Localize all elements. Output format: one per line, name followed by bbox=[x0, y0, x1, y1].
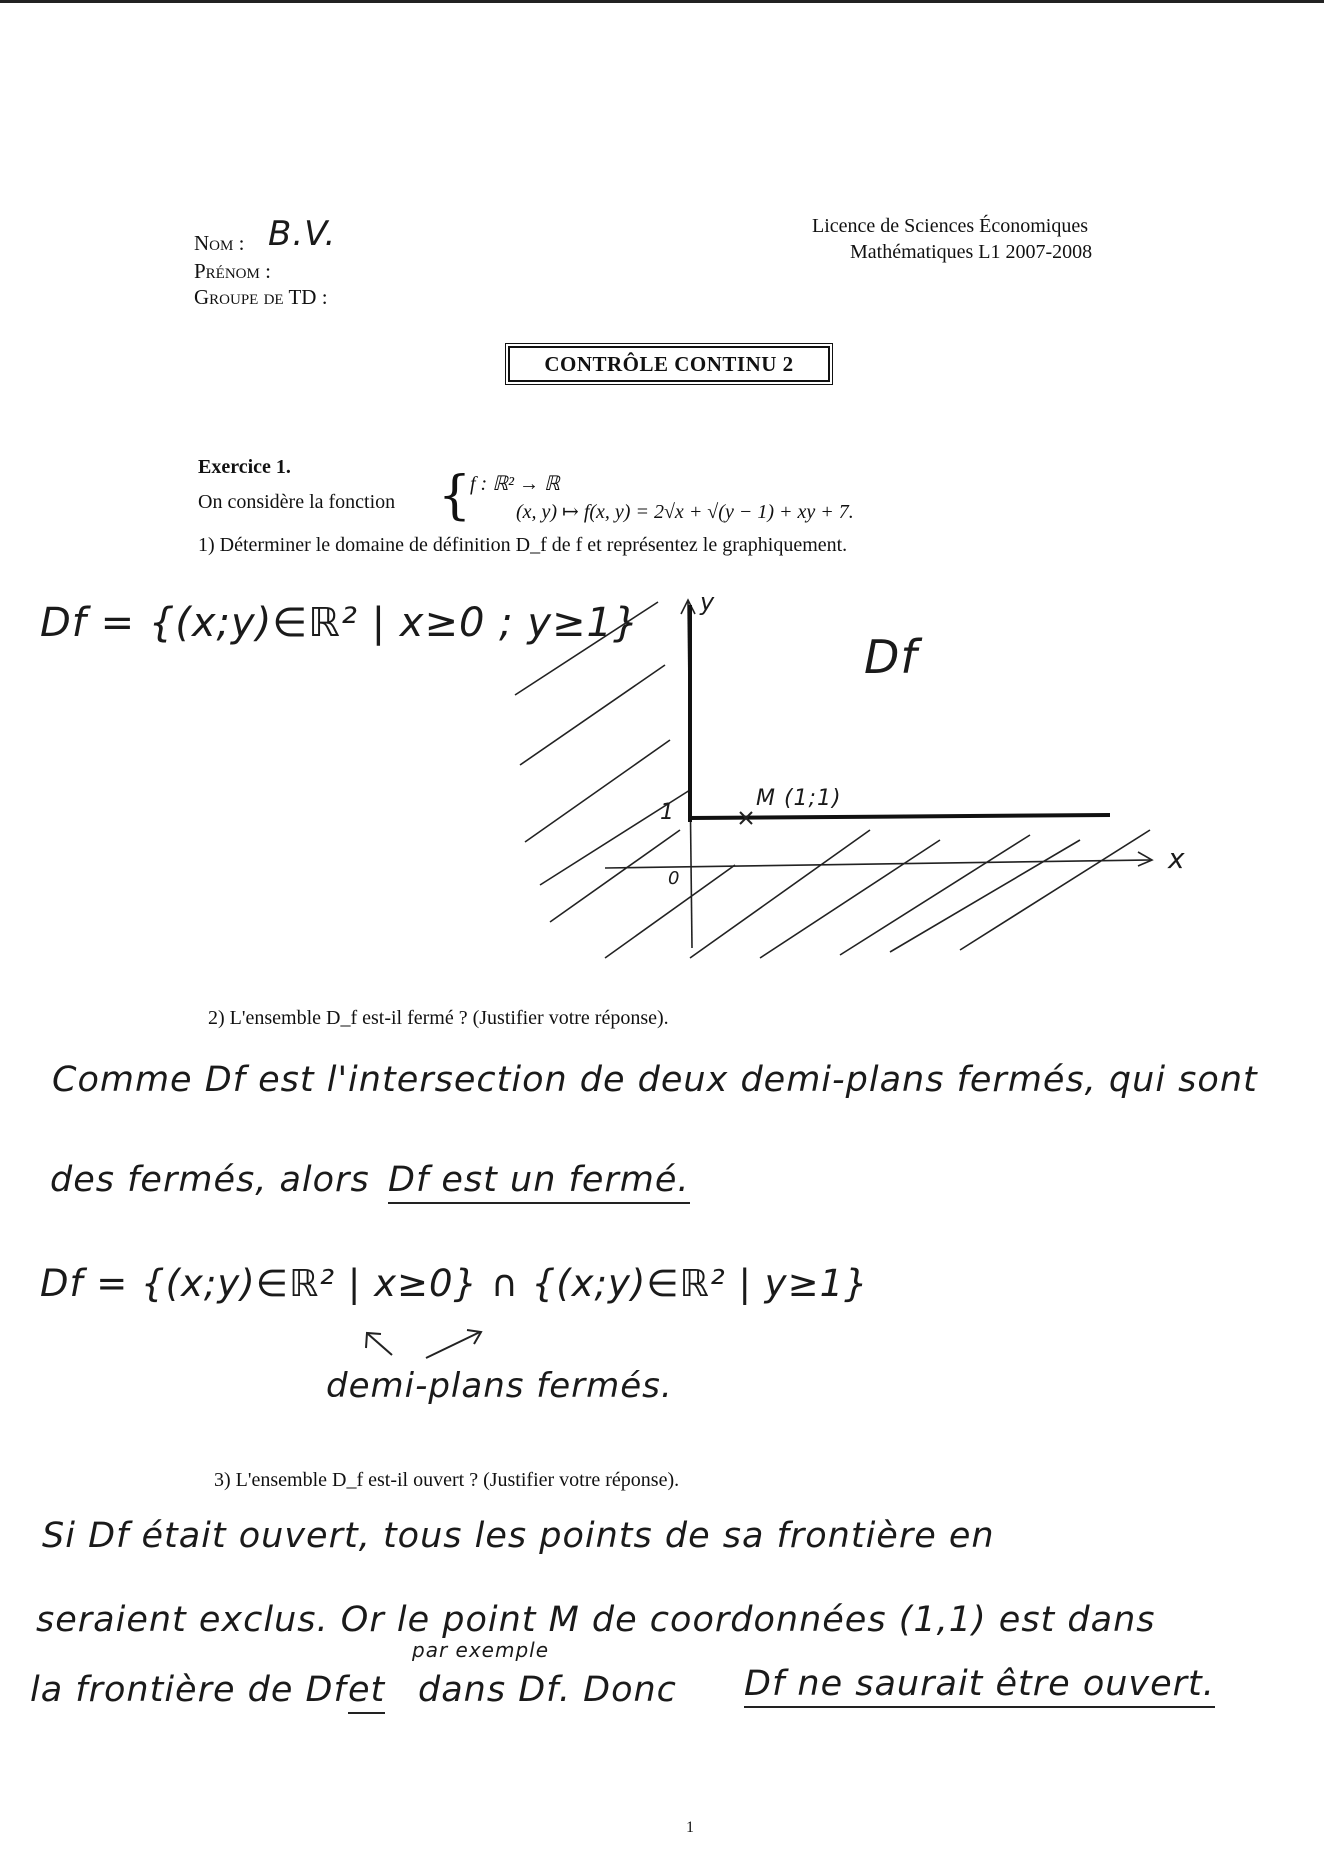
graph-one-label: 1 bbox=[660, 800, 675, 825]
question-1: 1) Déterminer le domaine de définition D_f de f et représentez le graphiquement. bbox=[198, 534, 848, 556]
answer3-line3-et: et bbox=[348, 1670, 385, 1714]
answer3-line3-prefix: la frontière de Df bbox=[30, 1670, 347, 1710]
answer2-line1: Comme Df est l'intersection de deux demi-plans fermés, qui sont bbox=[52, 1060, 1258, 1100]
nom-value: B.V. bbox=[268, 214, 337, 254]
answer3-line1: Si Df était ouvert, tous les points de sa frontière en bbox=[42, 1516, 995, 1556]
answer2-note: demi-plans fermés. bbox=[326, 1366, 673, 1406]
prenom-label: Prénom : bbox=[194, 259, 271, 283]
course-line2: Mathématiques L1 2007-2008 bbox=[850, 241, 1093, 263]
graph-y-label: y bbox=[700, 588, 716, 616]
answer3-insert: par exemple bbox=[412, 1638, 550, 1662]
definition-brace: { bbox=[438, 466, 472, 526]
exercise-heading: Exercice 1. bbox=[198, 456, 291, 478]
groupe-label: Groupe de TD : bbox=[194, 285, 328, 309]
answer3-line3-conclusion: Df ne saurait être ouvert. bbox=[744, 1664, 1215, 1708]
graph-zero-label: 0 bbox=[668, 868, 681, 889]
graph-df-label: Df bbox=[864, 630, 918, 684]
definition-line2: (x, y) ↦ f(x, y) = 2√x + √(y − 1) + xy + 7. bbox=[516, 501, 854, 523]
page-number: 1 bbox=[686, 1819, 694, 1836]
definition-line1: f : ℝ² → ℝ bbox=[470, 473, 560, 495]
question-2: 2) L'ensemble D_f est-il fermé ? (Justifier votre réponse). bbox=[208, 1007, 669, 1029]
exercise-intro: On considère la fonction bbox=[198, 491, 396, 513]
question-3: 3) L'ensemble D_f est-il ouvert ? (Justifier votre réponse). bbox=[214, 1469, 680, 1491]
answer3-line3-mid: dans Df. Donc bbox=[418, 1670, 677, 1710]
answer2-line2-prefix: des fermés, alors bbox=[50, 1160, 370, 1200]
nom-label: Nom : bbox=[194, 231, 245, 255]
answer3-line2: seraient exclus. Or le point M de coordonnées (1,1) est dans bbox=[36, 1600, 1156, 1640]
course-line1: Licence de Sciences Économiques bbox=[812, 215, 1088, 237]
answer2-set: Df = {(x;y)∈ℝ² | x≥0} ∩ {(x;y)∈ℝ² | y≥1} bbox=[40, 1262, 869, 1305]
graph-x-label: x bbox=[1168, 842, 1186, 875]
page-title: CONTRÔLE CONTINU 2 bbox=[508, 346, 830, 382]
answer2-line2-conclusion: Df est un fermé. bbox=[388, 1160, 690, 1204]
answer1-set: Df = {(x;y)∈ℝ² | x≥0 ; y≥1} bbox=[40, 600, 640, 646]
graph-point-label: M (1;1) bbox=[756, 786, 842, 811]
